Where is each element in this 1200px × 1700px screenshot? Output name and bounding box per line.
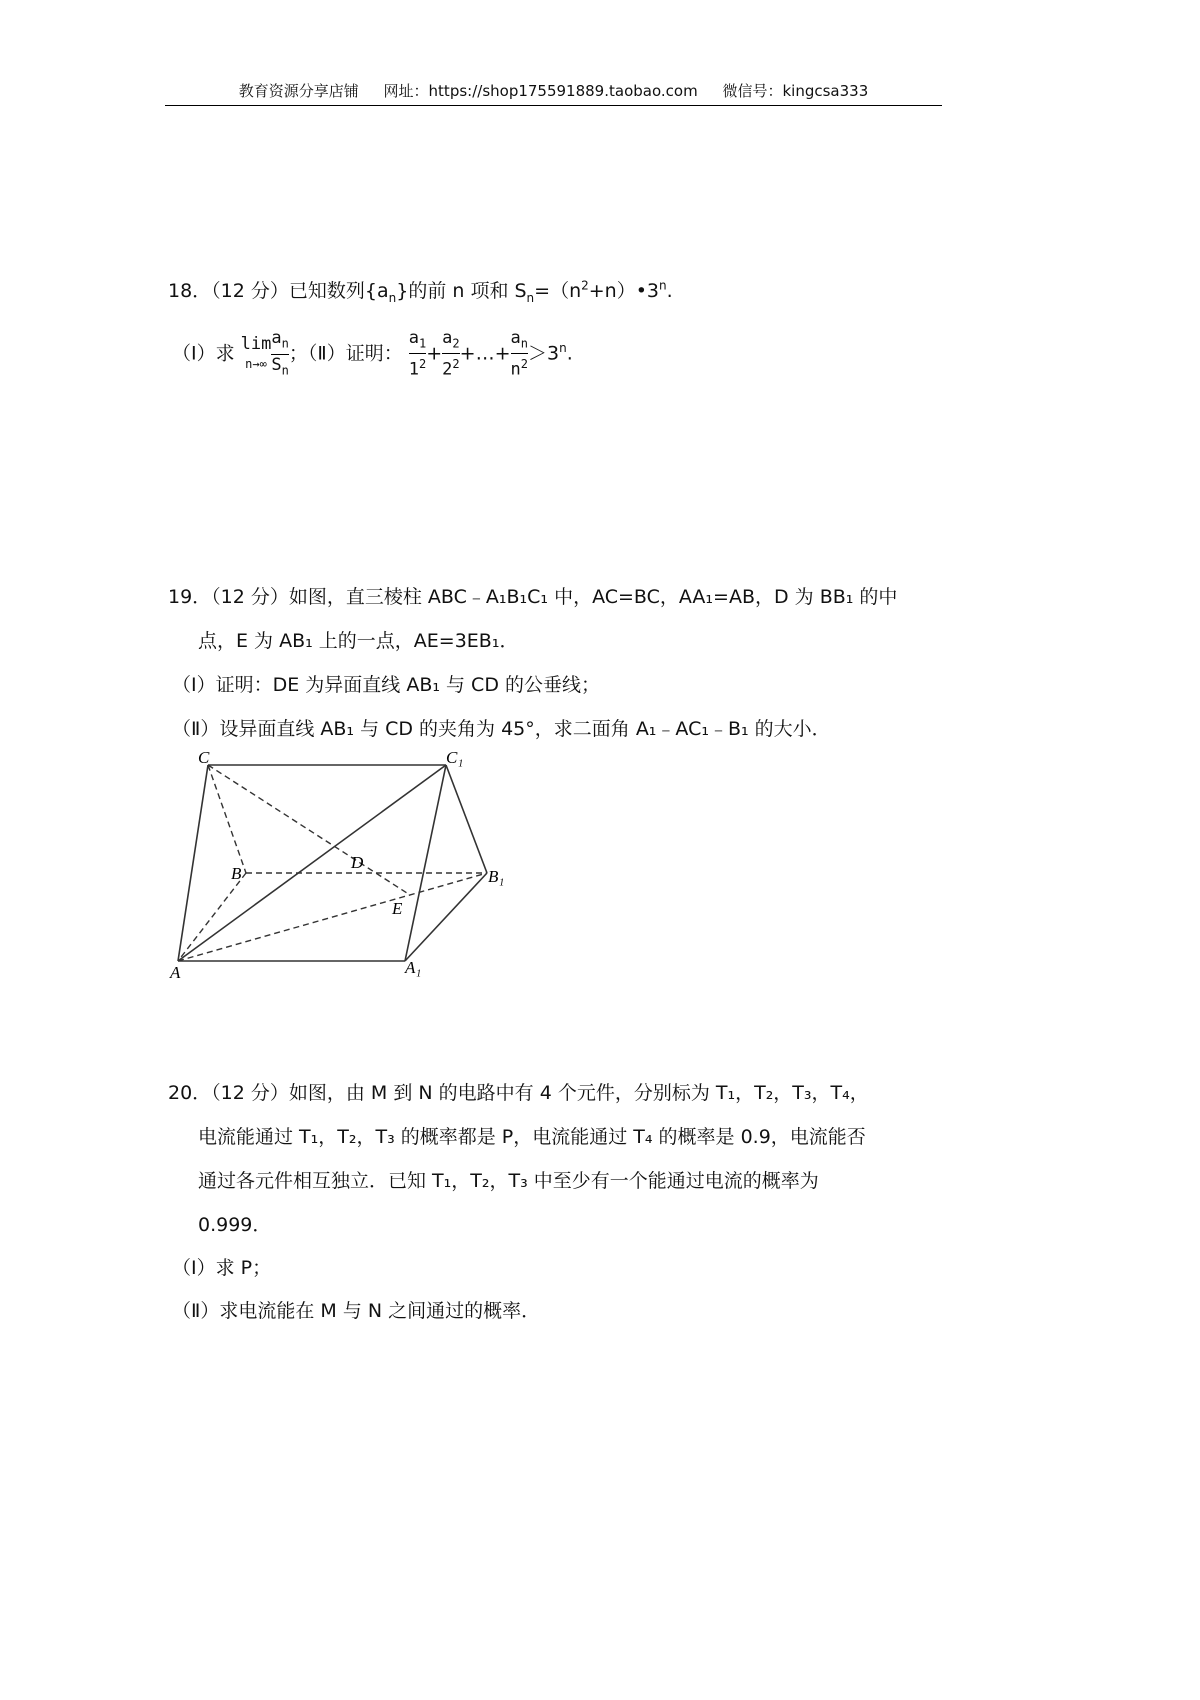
label-B1: B₁ — [488, 867, 505, 886]
q20-line2: 电流能通过 T₁，T₂，T₃ 的概率都是 P，电流能通过 T₄ 的概率是 0.9，电流能否 — [198, 1126, 866, 1148]
q19-part1: （Ⅰ）证明：DE 为异面直线 AB₁ 与 CD 的公垂线； — [172, 674, 600, 696]
q19-line2: 点，E 为 AB₁ 上的一点，AE=3EB₁． — [198, 630, 519, 652]
q20-line4: 0.999． — [198, 1214, 272, 1236]
text: （Ⅰ）求 — [172, 342, 241, 365]
wechat-id: 微信号：kingcsa333 — [722, 82, 869, 100]
lim-sub: n→∞ — [245, 357, 267, 372]
lim: lim — [240, 334, 272, 355]
shop-url: 网址：https://shop175591889.taobao.com — [383, 82, 698, 100]
prism-figure — [0, 0, 600, 1000]
label-C: C — [198, 748, 210, 767]
edge-CA — [178, 765, 208, 961]
text: ；（Ⅱ）证明： — [288, 342, 403, 365]
edge-B1A1 — [405, 873, 487, 961]
label-C1: C₁ — [446, 748, 464, 767]
text: 18．（12 分）已知数列{a — [168, 280, 389, 302]
edge-C1B1 — [446, 765, 487, 873]
label-B: B — [231, 864, 242, 883]
label-A1: A₁ — [405, 958, 422, 977]
text: }的前 n 项和 S — [396, 280, 527, 302]
shop-name: 教育资源分享店铺 — [238, 82, 359, 100]
edge-C1A1 — [405, 765, 446, 961]
q19-line1: 19．（12 分）如图，直三棱柱 ABC﹣A₁B₁C₁ 中，AC=BC，AA₁=AB，D 为 BB₁ 的中 — [168, 586, 898, 608]
q20-part1: （Ⅰ）求 P； — [172, 1257, 272, 1279]
q20-line3: 通过各元件相互独立．已知 T₁，T₂，T₃ 中至少有一个能通过电流的概率为 — [198, 1170, 819, 1192]
edge-BA — [178, 873, 246, 961]
q18-parts: （Ⅰ）求 lim n→∞ $\frac{a_n}{S_n}$ ；（Ⅱ）证明： $\frac{a_1}{1^2}$ + $\frac{a_2}{2^2}$ +…+ $\frac{a_n}{n^2}$ $>3^n$. — [172, 328, 573, 381]
q20-line1: 20．（12 分）如图，由 M 到 N 的电路中有 4 个元件，分别标为 T₁，T₂，T₃，T₄， — [168, 1082, 869, 1104]
q20-part2: （Ⅱ）求电流能在 M 与 N 之间通过的概率． — [172, 1300, 541, 1322]
q18-statement: 18．（12 分）已知数列$\{a_n\}$的前 n 项和 $S_n=(n^2+n)•3^n$. — [168, 278, 673, 305]
q19-part2: （Ⅱ）设异面直线 AB₁ 与 CD 的夹角为 45°，求二面角 A₁﹣AC₁﹣B₁ 的大小． — [172, 718, 831, 740]
label-D: D — [351, 853, 364, 872]
edge-AB1 — [178, 873, 487, 961]
text: =（n — [534, 280, 582, 302]
text: ＞3 — [527, 342, 560, 365]
label-E: E — [392, 899, 403, 918]
fraction: $\frac{a_n}{S_n}$ — [271, 328, 289, 377]
label-A: A — [170, 963, 181, 982]
edge-CB — [208, 765, 246, 873]
fraction: $\frac{a_1}{1^2}$ — [408, 328, 427, 381]
fraction: $\frac{a_n}{n^2}$ — [510, 328, 528, 381]
text: +n）•3 — [588, 280, 660, 302]
fraction: $\frac{a_2}{2^2}$ — [442, 328, 460, 381]
